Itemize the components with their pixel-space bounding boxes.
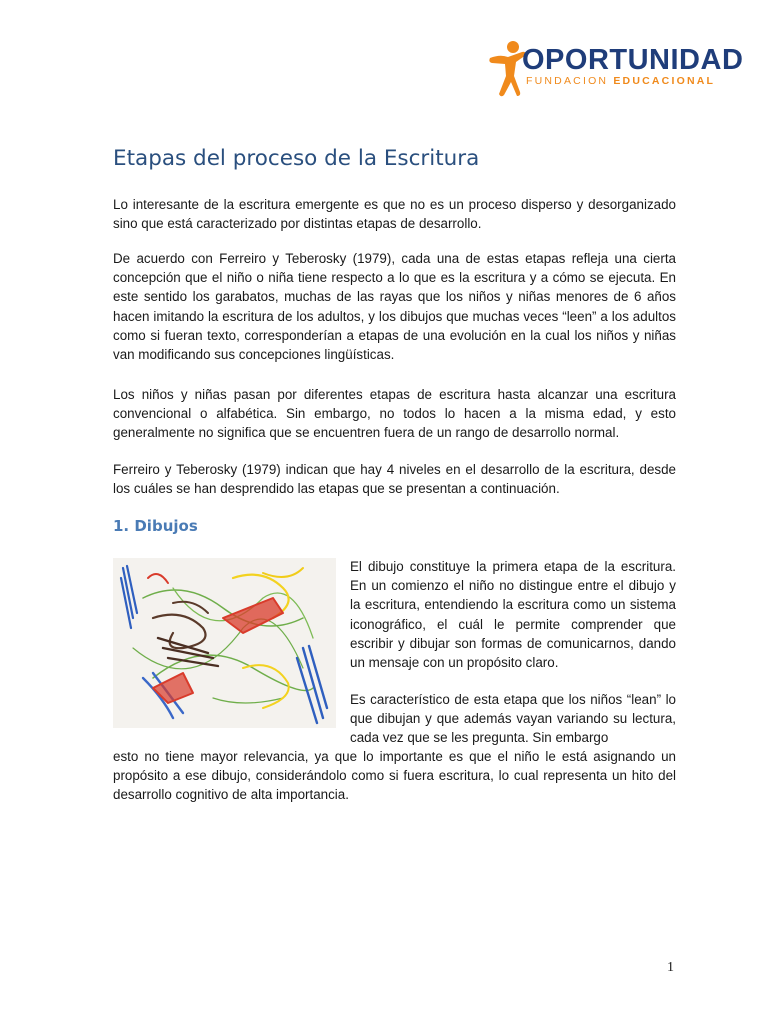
logo-subtitle	[526, 76, 715, 87]
logo-subtitle-part2: EDUCACIONAL	[613, 75, 716, 87]
logo-subtitle-part1: FUNDACION	[526, 75, 614, 87]
logo	[486, 36, 744, 100]
paragraph-drawing-stage: El dibujo constituye la primera etapa de la escritura. En un comienzo el niño no distingue entre el dibujo y la escritura, entendiendo la escritura como un sistema iconográfico, el cuál le permite comprender que escribir y dibujar son formas de comunicarnos, dando un mensaje con un propósito claro.	[350, 559, 676, 671]
section-heading-dibujos: 1. Dibujos	[113, 517, 198, 535]
paragraph-reading-full: esto no tiene mayor relevancia, ya que lo importante es que el niño le está asignando un propósito a ese dibujo, considerándolo como si fuera escritura, lo cual representa un hito del desarrollo cognitivo de alta importancia.	[113, 749, 676, 803]
paragraph-ferreiro: De acuerdo con Ferreiro y Teberosky (1979), cada una de estas etapas refleja una cierta concepción que el niño o niña tiene respecto a lo que es la escritura y a cómo se ejecuta. En este sentido los garabatos, muchas de las rayas que los niños y niñas menores de 6 años hacen imitando la escritura de los adultos, y los dibujos que muchas veces “leen” a los adultos como si fueran texto, corresponderían a etapas de una evolución en la cual los niños y niñas van modificando sus concepciones lingüísticas.	[113, 251, 676, 363]
paragraph-levels: Ferreiro y Teberosky (1979) indican que hay 4 niveles en el desarrollo de la escritura, desde los cuáles se han desprendido las etapas que se presentan a continuación.	[113, 462, 676, 497]
logo-brand-name: OPORTUNIDAD	[522, 44, 744, 76]
paragraph-stages: Los niños y niñas pasan por diferentes etapas de escritura hasta alcanzar una escritura convencional o alfabética. Sin embargo, no todos lo hacen a la misma edad, y esto generalmente no significa que se encuentren fuera de un rango de desarrollo normal.	[113, 387, 676, 441]
paragraph-intro: Lo interesante de la escritura emergente es que no es un proceso disperso y desorganizado sino que está caracterizado por distintas etapas de desarrollo.	[113, 197, 676, 232]
paragraph-reading-wrap: Es característico de esta etapa que los niños “lean” lo que dibujan y que además vayan variando su lectura, cada vez que se les pregunta. Sin embargo	[350, 692, 676, 746]
page-title: Etapas del proceso de la Escritura	[113, 146, 480, 171]
child-drawing-image	[113, 558, 336, 728]
page-number: 1	[667, 960, 674, 975]
